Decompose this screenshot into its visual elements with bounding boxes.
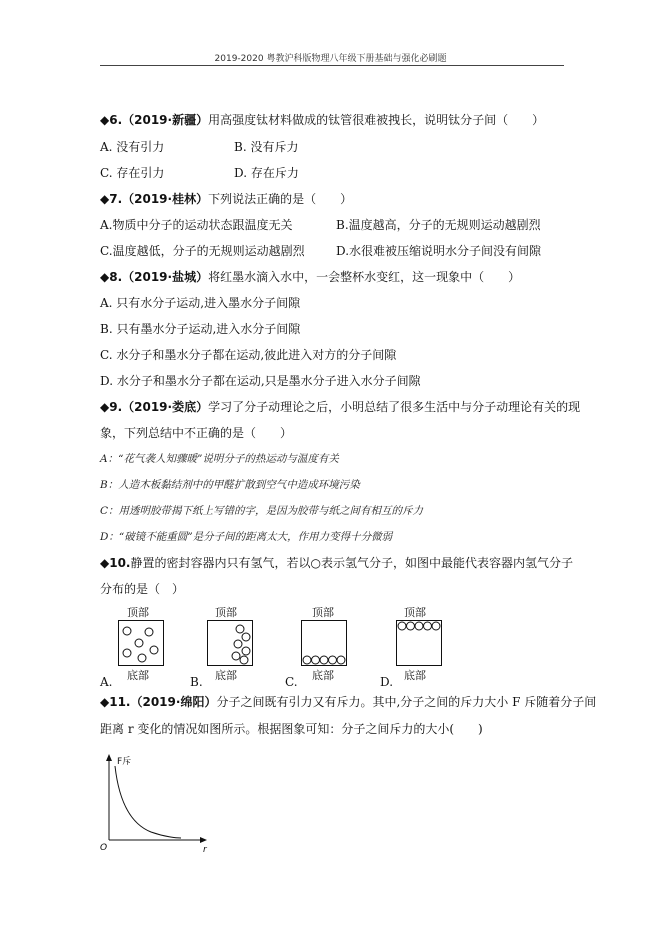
q10-option-c: C.: [285, 675, 298, 689]
container-c-bottom-label: 底部: [312, 669, 334, 682]
question-8: [100, 268, 520, 285]
container-d-bottom-label: 底部: [404, 669, 426, 682]
question-9: [100, 398, 580, 415]
repulsion-force-graph: [95, 752, 215, 854]
question-8-number: ◆8.（2019·盐城）: [100, 270, 209, 284]
question-11-stem: 分子之间既有引力又有斥力。其中,分子之间的斥力大小 F 斥随着分子间: [216, 695, 597, 709]
container-d-top-label: 顶部: [404, 606, 426, 619]
q8-option-b: B. 只有墨水分子运动,进入水分子间隙: [100, 322, 301, 336]
x-axis-arrow: [200, 837, 207, 843]
question-10: [100, 554, 573, 571]
question-7-stem: 下列说法正确的是（ ）: [208, 192, 353, 206]
q9-option-c: C：用透明胶带揭下纸上写错的字，是因为胶带与纸之间有相互的斥力: [100, 505, 424, 517]
question-8-stem: 将红墨水滴入水中，一会整杯水变红，这一现象中（ ）: [208, 270, 521, 284]
q7-option-d: D.水很难被压缩说明水分子间没有间隙: [336, 244, 542, 258]
question-11-number: ◆11.（2019·绵阳）: [100, 695, 217, 709]
q7-option-a: A.物质中分子的运动状态跟温度无关: [100, 218, 293, 232]
question-10-stem-line2: 分布的是（ ）: [100, 582, 185, 596]
container-a-diagram: [118, 620, 164, 666]
q10-option-b: B.: [190, 675, 203, 689]
x-axis-label: r: [203, 845, 207, 854]
q10-option-d: D.: [380, 675, 394, 689]
repulsion-curve: [115, 766, 181, 838]
origin-label: O: [100, 843, 108, 853]
container-c-diagram: [301, 620, 347, 666]
q8-option-d: D. 水分子和墨水分子都在运动,只是墨水分子进入水分子间隙: [100, 374, 421, 388]
q6-option-c: C. 存在引力: [100, 166, 165, 180]
question-10-number: ◆10.: [100, 556, 131, 570]
question-6-number: ◆6.（2019·新疆）: [100, 113, 209, 127]
container-b-diagram: [207, 620, 253, 666]
container-a-bottom-label: 底部: [127, 669, 149, 682]
q8-option-c: C. 水分子和墨水分子都在运动,彼此进入对方的分子间隙: [100, 348, 397, 362]
question-9-stem-line2: 象，下列总结中不正确的是（ ）: [100, 426, 293, 440]
q7-option-c: C.温度越低，分子的无规则运动越剧烈: [100, 244, 305, 258]
question-9-number: ◆9.（2019·娄底）: [100, 400, 209, 414]
q6-option-b: B. 没有斥力: [234, 140, 299, 154]
q6-option-a: A. 没有引力: [100, 140, 165, 154]
y-axis-arrow: [106, 754, 112, 761]
page-header: 2019-2020 粤教沪科版物理八年级下册基础与强化必刷题: [214, 54, 447, 64]
y-axis-label: F斥: [117, 757, 132, 767]
question-10-stem: 静置的密封容器内只有氢气，若以○表示氢气分子，如图中最能代表容器内氢气分子: [130, 556, 573, 570]
q8-option-a: A. 只有水分子运动,进入墨水分子间隙: [100, 296, 301, 310]
q6-option-d: D. 存在斥力: [234, 166, 299, 180]
q9-option-a: A：“花气袭人知骤暖”说明分子的热运动与温度有关: [100, 453, 339, 465]
container-b-top-label: 顶部: [215, 606, 237, 619]
container-c-top-label: 顶部: [312, 606, 334, 619]
container-d-diagram: [396, 620, 442, 666]
header-divider: [100, 65, 564, 66]
question-11: [100, 693, 596, 710]
container-a-top-label: 顶部: [127, 606, 149, 619]
question-7: [100, 190, 352, 207]
q9-option-d: D：“破镜不能重圆”是分子间的距离太大，作用力变得十分微弱: [100, 531, 393, 543]
question-7-number: ◆7.（2019·桂林）: [100, 192, 209, 206]
q10-option-a: A.: [100, 675, 113, 689]
question-9-stem: 学习了分子动理论之后，小明总结了很多生活中与分子动理论有关的现: [208, 400, 581, 414]
q9-option-b: B：人造木板黏结剂中的甲醛扩散到空气中造成环境污染: [100, 479, 360, 491]
question-11-stem-line2: 距离 r 变化的情况如图所示。根据图象可知：分子之间斥力的大小( ): [100, 722, 483, 736]
container-b-bottom-label: 底部: [215, 669, 237, 682]
question-6: [100, 111, 544, 128]
q7-option-b: B.温度越高，分子的无规则运动越剧烈: [336, 218, 541, 232]
question-6-stem: 用高强度钛材料做成的钛管很难被拽长，说明钛分子间（ ）: [208, 113, 545, 127]
